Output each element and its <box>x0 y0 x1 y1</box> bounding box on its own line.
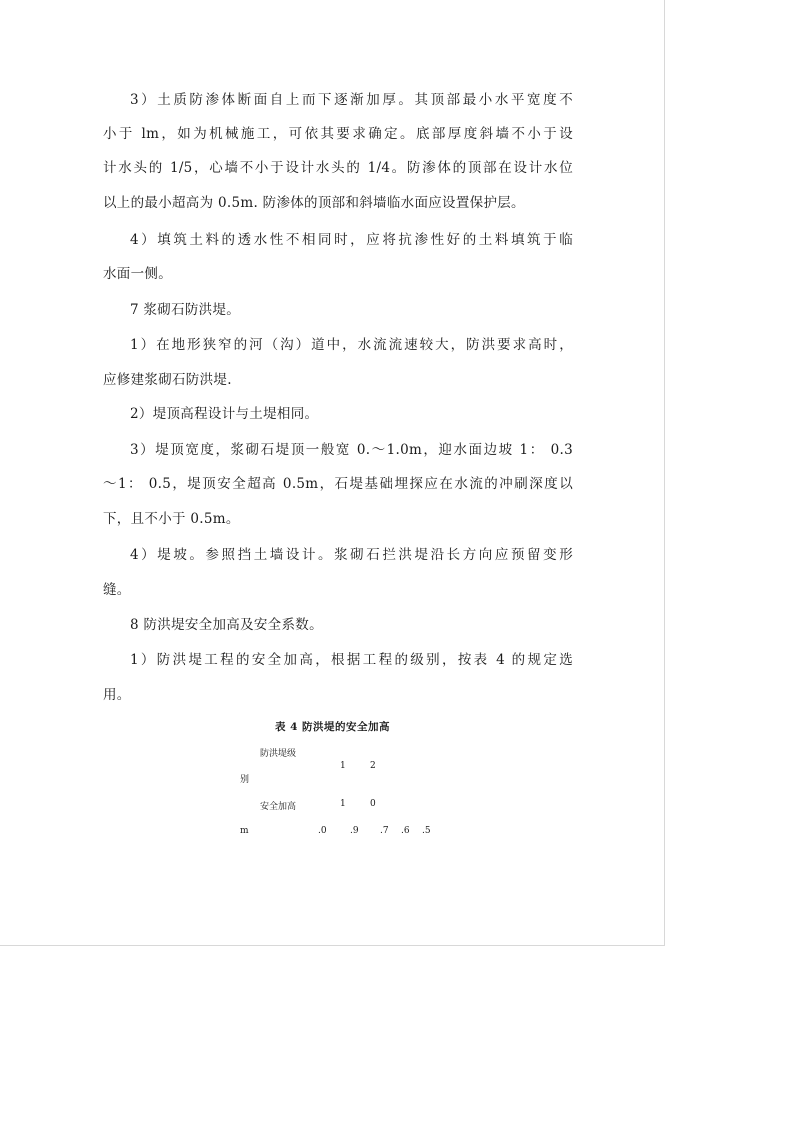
paragraph-line: 应修建浆砌石防洪堤. <box>103 372 232 388</box>
table-header-cell: 防洪堤级 <box>260 749 297 759</box>
paragraph-line: 以上的最小超高为 0.5m. 防渗体的顶部和斜墙临水面应设置保护层。 <box>103 195 525 211</box>
paragraph-line: 缝。 <box>103 582 131 598</box>
section-heading: 7 浆砌石防洪堤。 <box>130 302 241 318</box>
paragraph-line: 2）堤顶高程设计与土堤相同。 <box>130 406 319 422</box>
table-cell: 2 <box>370 761 376 771</box>
table-header-cell: 安全加高 <box>260 802 297 812</box>
paragraph-line: 3）土质防渗体断面自上而下逐渐加厚。其顶部最小水平宽度不 <box>130 92 573 108</box>
paragraph-line: 用。 <box>103 687 131 703</box>
paragraph-line: 1）在地形狭窄的河（沟）道中，水流流速较大，防洪要求高时， <box>130 337 573 353</box>
paragraph-line: 小于 lm，如为机械施工，可依其要求确定。底部厚度斜墙不小于设 <box>103 126 573 142</box>
paragraph-line: ～1： 0.5，堤顶安全超高 0.5m，石堤基础埋探应在水流的冲刷深度以 <box>103 476 573 492</box>
table-cell: 1 <box>340 761 346 771</box>
paragraph-line: 4）填筑土料的透水性不相同时，应将抗渗性好的土料填筑于临 <box>130 232 573 248</box>
table-caption: 表 4 防洪堤的安全加高 <box>274 721 391 733</box>
table-cell: .6 <box>401 826 410 836</box>
table-cell: .9 <box>350 826 359 836</box>
table-cell: .7 <box>380 826 389 836</box>
paragraph-line: 水面一侧。 <box>103 266 172 282</box>
paragraph-line: 3）堤顶宽度，浆砌石堤顶一般宽 0.～1.0m，迎水面边坡 1： 0.3 <box>130 442 573 458</box>
paragraph-line: 下，且不小于 0.5m。 <box>103 511 240 527</box>
paragraph-line: 4）堤坡。参照挡土墙设计。浆砌石拦洪堤沿长方向应预留变形 <box>130 547 573 563</box>
table-cell: 0 <box>370 799 376 809</box>
table-header-cell: m <box>240 826 249 836</box>
table-cell: .5 <box>422 826 431 836</box>
table-cell: 1 <box>340 799 346 809</box>
table-header-cell: 别 <box>240 775 250 785</box>
table-cell: .0 <box>318 826 327 836</box>
section-heading: 8 防洪堤安全加高及安全系数。 <box>130 617 323 633</box>
paragraph-line: 计水头的 1/5，心墙不小于设计水头的 1/4。防渗体的顶部在设计水位 <box>103 160 573 176</box>
paragraph-line: 1）防洪堤工程的安全加高，根据工程的级别，按表 4 的规定选 <box>130 652 573 668</box>
